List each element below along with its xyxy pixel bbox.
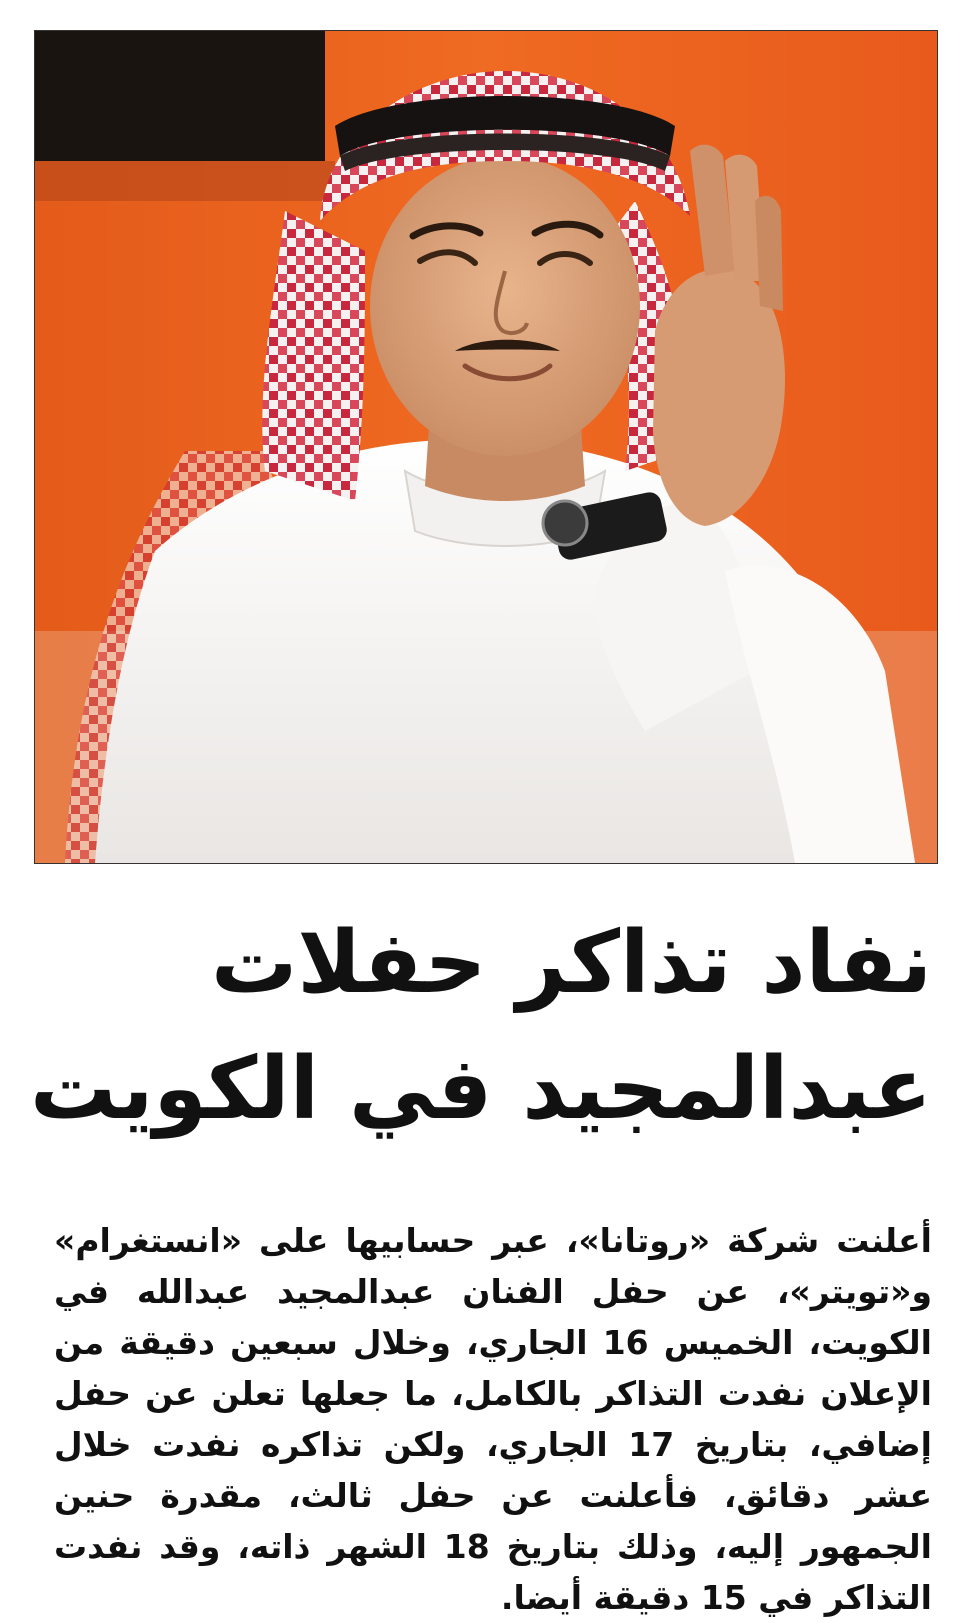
headline-line-2: عبدالمجيد في الكويت xyxy=(30,1039,932,1139)
article-headline xyxy=(30,900,932,1152)
singer-portrait-image xyxy=(35,31,937,863)
article-body: أعلنت شركة «روتانا»، عبر حسابيها على «انستغرام» و«تويتر»، عن حفل الفنان عبدالمجيد عبدالله في الكويت، الخميس 16 الجاري، وخلال سبعين دقيقة من الإعلان نفدت التذاكر بالكامل، ما جعلها تعلن عن حفل إضافي، بتاريخ 17 الجاري، ولكن تذاكره نفدت خلال عشر دقائق، فأعلنت عن حفل ثالث، مقدرة حنين الجمهور إليه، وذلك بتاريخ 18 الشهر ذاته، وقد نفدت التذاكر في 15 دقيقة أيضا. xyxy=(54,1221,932,1617)
article-photo xyxy=(34,30,938,864)
headline-line-1: نفاد تذاكر حفلات xyxy=(210,913,932,1013)
